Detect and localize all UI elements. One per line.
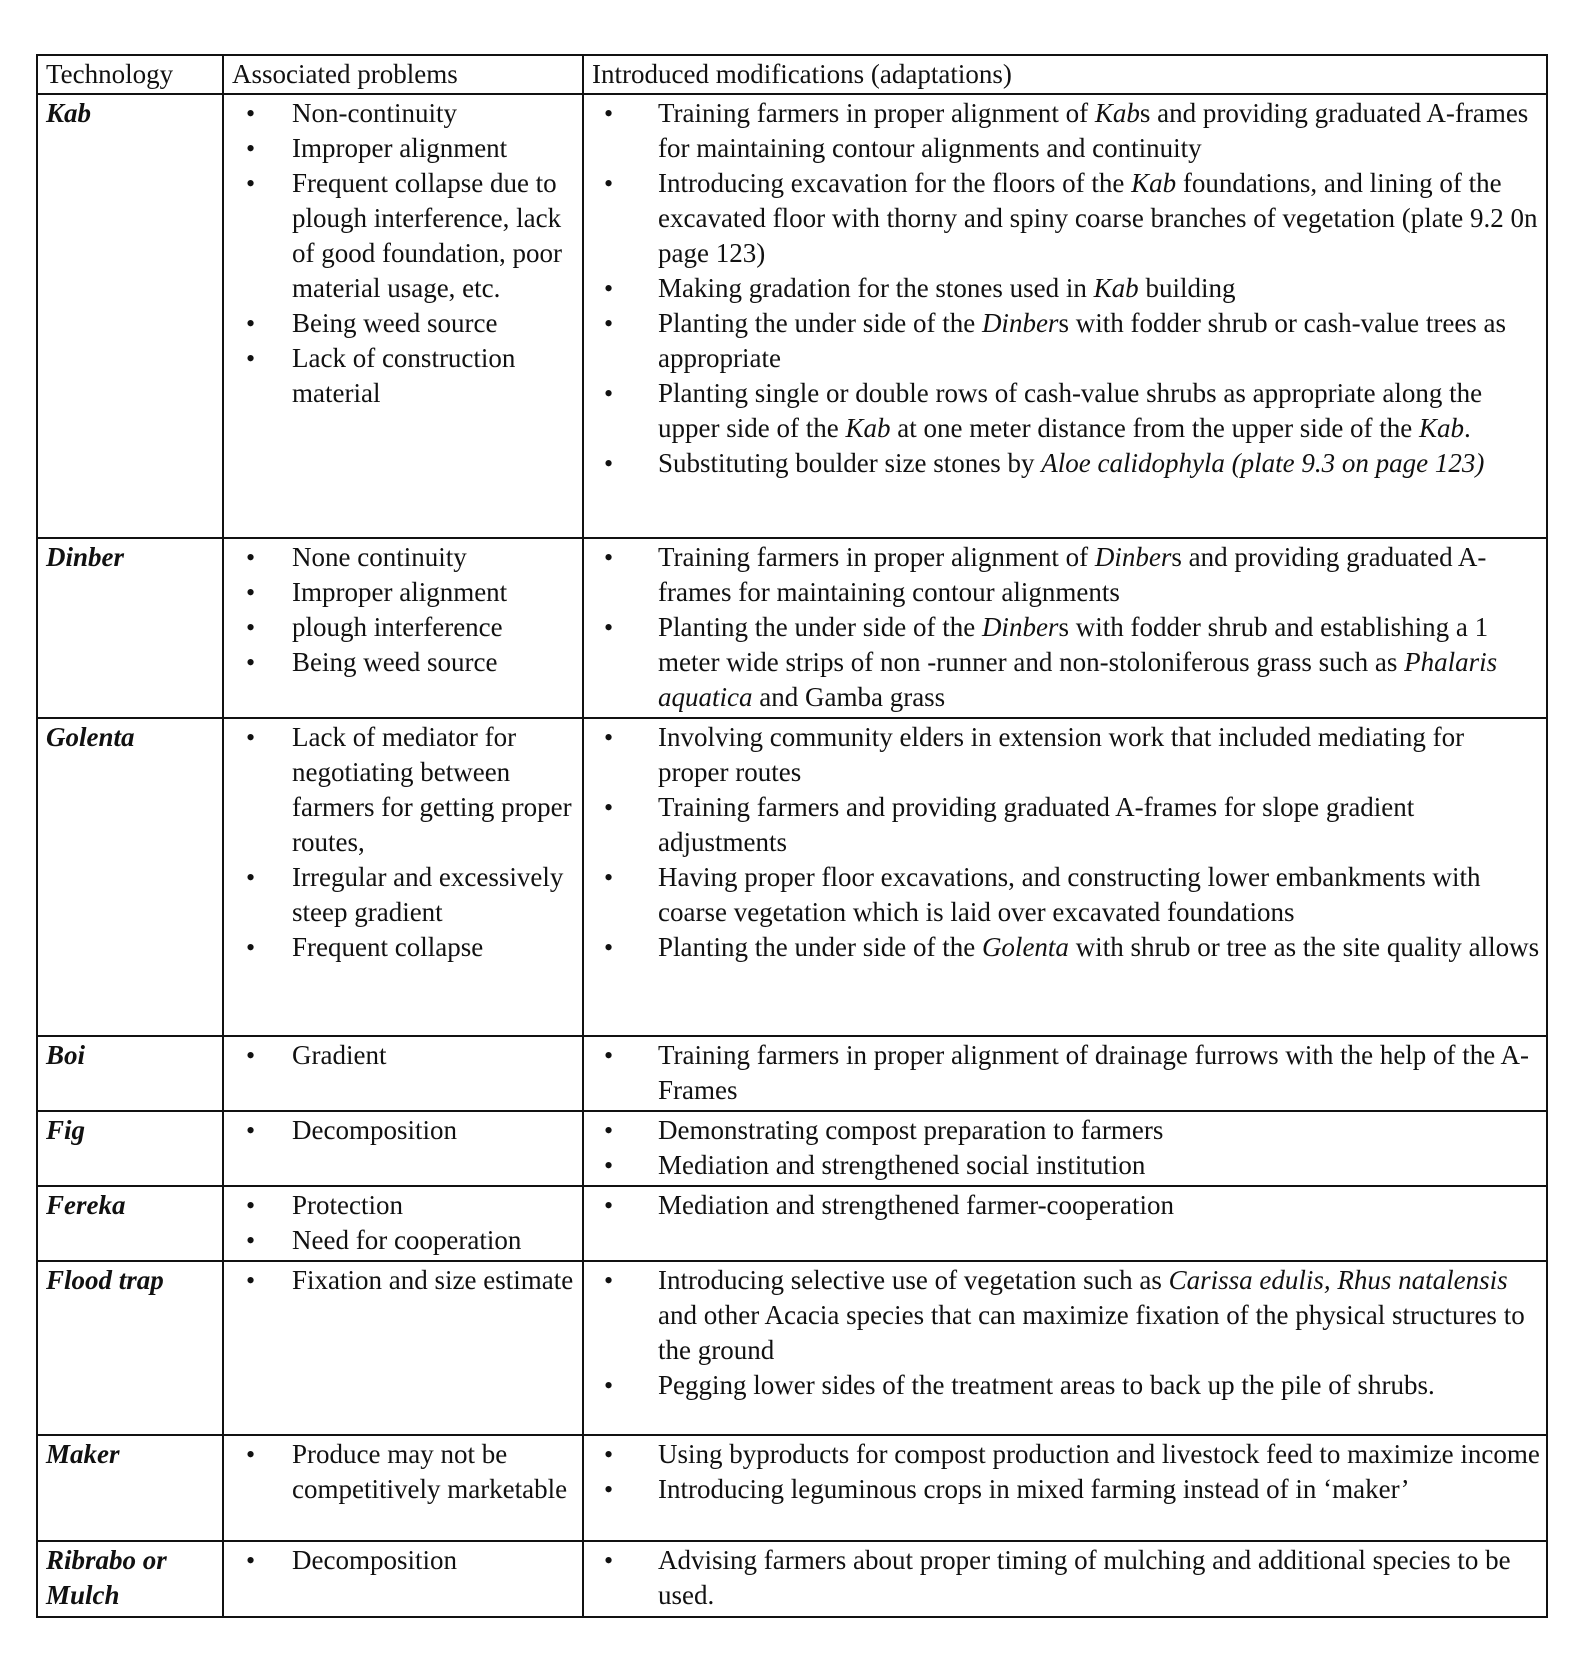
problems-cell	[223, 1036, 583, 1111]
problems-list	[232, 1437, 576, 1507]
modifications-cell	[583, 94, 1547, 538]
problem-item: • Fixation and size estimate	[232, 1263, 576, 1298]
problems-cell	[223, 1435, 583, 1541]
problems-cell	[223, 1541, 583, 1617]
problem-item: • Irregular and excessively steep gradient	[232, 860, 576, 930]
problem-item: • Frequent collapse	[232, 930, 576, 965]
modifications-cell	[583, 718, 1547, 1036]
technology-cell: Maker	[37, 1435, 223, 1541]
table-row	[37, 94, 1547, 538]
table-header	[37, 55, 1547, 94]
technology-cell: Dinber	[37, 538, 223, 718]
modification-item: • Introducing leguminous crops in mixed farming instead of in ‘maker’	[592, 1472, 1540, 1507]
problem-item: • Being weed source	[232, 645, 576, 680]
modifications-list	[592, 1263, 1540, 1403]
problem-item: • None continuity	[232, 540, 576, 575]
header-row	[37, 55, 1547, 94]
modifications-list	[592, 540, 1540, 715]
modifications-cell	[583, 1036, 1547, 1111]
modifications-cell	[583, 1186, 1547, 1261]
modifications-list	[592, 96, 1540, 481]
technology-cell: Golenta	[37, 718, 223, 1036]
modification-item: • Introducing selective use of vegetation such as Carissa edulis, Rhus natalensis and other Acacia species that can maximize fixation of the physical structures to the ground	[592, 1263, 1540, 1368]
modifications-cell	[583, 1435, 1547, 1541]
table-row	[37, 1541, 1547, 1617]
modification-item: • Training farmers and providing graduated A-frames for slope gradient adjustments	[592, 790, 1540, 860]
table-row	[37, 1036, 1547, 1111]
cropped-heading-fragment	[0, 0, 1586, 14]
modifications-cell	[583, 538, 1547, 718]
problem-item: • Produce may not be competitively marketable	[232, 1437, 576, 1507]
modification-item: • Training farmers in proper alignment of Kabs and providing graduated A-frames for maintaining contour alignments and continuity	[592, 96, 1540, 166]
technology-cell: Ribrabo or Mulch	[37, 1541, 223, 1617]
problems-cell	[223, 1186, 583, 1261]
technology-cell: Fig	[37, 1111, 223, 1186]
header-technology: Technology	[37, 55, 223, 94]
table-row	[37, 1435, 1547, 1541]
modifications-list	[592, 1437, 1540, 1507]
technology-adaptations-table	[36, 54, 1548, 1618]
problem-item: • Lack of mediator for negotiating between farmers for getting proper routes,	[232, 720, 576, 860]
problems-list	[232, 1263, 576, 1298]
modification-item: • Planting single or double rows of cash-value shrubs as appropriate along the upper side of the Kab at one meter distance from the upper side of the Kab.	[592, 376, 1540, 446]
header-associated-problems: Associated problems	[223, 55, 583, 94]
modification-item: • Planting the under side of the Dinbers with fodder shrub and establishing a 1 meter wide strips of non -runner and non-stoloniferous grass such as Phalaris aquatica and Gamba grass	[592, 610, 1540, 715]
problems-cell	[223, 94, 583, 538]
technology-cell: Fereka	[37, 1186, 223, 1261]
table-row	[37, 1186, 1547, 1261]
problem-item: • Decomposition	[232, 1113, 576, 1148]
problems-cell	[223, 1261, 583, 1435]
modification-item: • Substituting boulder size stones by Aloe calidophyla (plate 9.3 on page 123)	[592, 446, 1540, 481]
problems-cell	[223, 1111, 583, 1186]
problem-item: • plough interference	[232, 610, 576, 645]
modification-item: • Advising farmers about proper timing of mulching and additional species to be used.	[592, 1543, 1540, 1613]
problems-cell	[223, 538, 583, 718]
modifications-cell	[583, 1541, 1547, 1617]
table-row	[37, 718, 1547, 1036]
modifications-cell	[583, 1261, 1547, 1435]
technology-cell: Boi	[37, 1036, 223, 1111]
problems-cell	[223, 718, 583, 1036]
modification-item: • Planting the under side of the Golenta with shrub or tree as the site quality allows	[592, 930, 1540, 965]
modification-item: • Using byproducts for compost production and livestock feed to maximize income	[592, 1437, 1540, 1472]
modification-item: • Mediation and strengthened farmer-cooperation	[592, 1188, 1540, 1223]
problems-list	[232, 1543, 576, 1578]
technology-cell: Flood trap	[37, 1261, 223, 1435]
modifications-list	[592, 1038, 1540, 1108]
problem-item: • Non-continuity	[232, 96, 576, 131]
table-body	[37, 94, 1547, 1617]
problems-list	[232, 1113, 576, 1148]
modification-item: • Planting the under side of the Dinbers with fodder shrub or cash-value trees as appropriate	[592, 306, 1540, 376]
modification-item: • Mediation and strengthened social institution	[592, 1148, 1540, 1183]
modification-item: • Training farmers in proper alignment of Dinbers and providing graduated A-frames for maintaining contour alignments	[592, 540, 1540, 610]
problem-item: • Need for cooperation	[232, 1223, 576, 1258]
modifications-list	[592, 1543, 1540, 1613]
problem-item: • Lack of construction material	[232, 341, 576, 411]
table-row	[37, 1261, 1547, 1435]
table-row	[37, 1111, 1547, 1186]
table-row	[37, 538, 1547, 718]
problem-item: • Improper alignment	[232, 131, 576, 166]
problems-list	[232, 96, 576, 411]
problem-item: • Decomposition	[232, 1543, 576, 1578]
problem-item: • Being weed source	[232, 306, 576, 341]
modifications-list	[592, 720, 1540, 965]
modification-item: • Pegging lower sides of the treatment areas to back up the pile of shrubs.	[592, 1368, 1540, 1403]
modifications-list	[592, 1113, 1540, 1183]
modifications-cell	[583, 1111, 1547, 1186]
modification-item: • Training farmers in proper alignment of drainage furrows with the help of the A-Frames	[592, 1038, 1540, 1108]
problems-list	[232, 1038, 576, 1073]
problem-item: • Frequent collapse due to plough interference, lack of good foundation, poor material usage, etc.	[232, 166, 576, 306]
modification-item: • Introducing excavation for the floors of the Kab foundations, and lining of the excavated floor with thorny and spiny coarse branches of vegetation (plate 9.2 0n page 123)	[592, 166, 1540, 271]
problems-list	[232, 720, 576, 965]
header-introduced-modifications: Introduced modifications (adaptations)	[583, 55, 1547, 94]
modification-item: • Making gradation for the stones used in Kab building	[592, 271, 1540, 306]
problem-item: • Gradient	[232, 1038, 576, 1073]
modification-item: • Demonstrating compost preparation to farmers	[592, 1113, 1540, 1148]
problems-list	[232, 540, 576, 680]
modification-item: • Involving community elders in extension work that included mediating for proper routes	[592, 720, 1540, 790]
modifications-list	[592, 1188, 1540, 1223]
modification-item: • Having proper floor excavations, and constructing lower embankments with coarse vegetation which is laid over excavated foundations	[592, 860, 1540, 930]
problem-item: • Protection	[232, 1188, 576, 1223]
problem-item: • Improper alignment	[232, 575, 576, 610]
problems-list	[232, 1188, 576, 1258]
technology-cell: Kab	[37, 94, 223, 538]
